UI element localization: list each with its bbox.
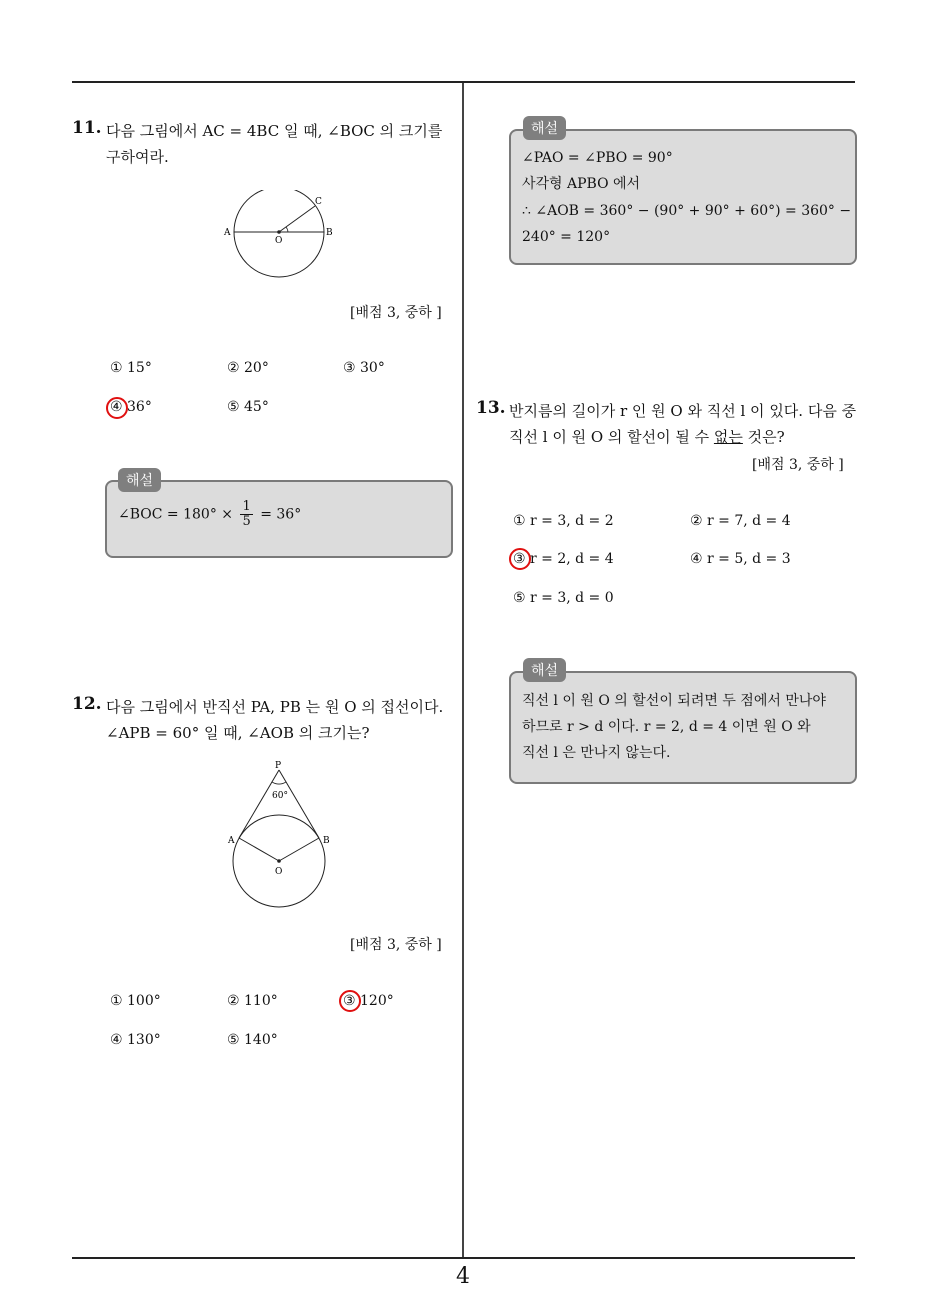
q11-solution-rhs: = 36° bbox=[260, 506, 302, 523]
q11-text-line1: 다음 그림에서 AC = 4BC 일 때, ∠BOC 의 크기를 bbox=[106, 122, 443, 140]
q13-choice-2[interactable]: ② r = 7, d = 4 bbox=[690, 513, 791, 529]
q12-solution-line2: 사각형 APBO 에서 bbox=[522, 176, 641, 192]
q11-choice-5[interactable]: ⑤ 45° bbox=[227, 399, 269, 415]
q13-solution-line2: 하므로 r > d 이다. r = 2, d = 4 이면 원 O 와 bbox=[522, 719, 811, 735]
q11-label-o: O bbox=[275, 236, 283, 246]
q13-number: 13. bbox=[476, 398, 506, 418]
q11-text-line2: 구하여라. bbox=[106, 148, 169, 166]
q13-answer-mark bbox=[509, 548, 531, 570]
q11-meta: [배점 3, 중하 ] bbox=[350, 305, 442, 321]
q12-choice-2[interactable]: ② 110° bbox=[227, 993, 278, 1009]
q13-text-pre: 직선 l 이 원 O 의 할선이 될 수 bbox=[509, 428, 714, 446]
q11-frac-den: 5 bbox=[242, 514, 251, 529]
bottom-rule bbox=[72, 1257, 855, 1259]
q12-label-a: A bbox=[228, 836, 235, 846]
q11-solution-lhs: ∠BOC = 180° × bbox=[118, 506, 234, 523]
q12-text-line2: ∠APB = 60° 일 때, ∠AOB 의 크기는? bbox=[106, 724, 370, 742]
q12-solution-line3: ∴ ∠AOB = 360° − (90° + 90° + 60°) = 360° − bbox=[522, 203, 852, 219]
column-divider bbox=[462, 83, 464, 1258]
q13-solution-tag: 해설 bbox=[523, 658, 566, 682]
q11-number: 11. bbox=[72, 118, 102, 138]
q13-text-post: 것은? bbox=[742, 428, 785, 446]
q12-label-b: B bbox=[323, 836, 330, 846]
q12-choice-5[interactable]: ⑤ 140° bbox=[227, 1032, 278, 1048]
q13-text-line2 bbox=[509, 424, 785, 450]
q12-solution-tag: 해설 bbox=[523, 116, 566, 140]
q11-frac-num: 1 bbox=[242, 499, 251, 514]
q12-choice-3[interactable]: ③ 120° bbox=[343, 993, 394, 1009]
q12-solution-line4: 240° = 120° bbox=[522, 229, 611, 245]
q11-figure bbox=[220, 190, 340, 280]
q13-choice-5[interactable]: ⑤ r = 3, d = 0 bbox=[513, 590, 614, 606]
q13-choice-1[interactable]: ① r = 3, d = 2 bbox=[513, 513, 614, 529]
q11-label-a: A bbox=[224, 228, 231, 238]
q12-number: 12. bbox=[72, 694, 102, 714]
q13-solution-line3: 직선 l 은 만나지 않는다. bbox=[522, 745, 671, 761]
q13-text-underline: 없는 bbox=[713, 428, 743, 446]
q11-label-b: B bbox=[326, 228, 333, 238]
q11-answer-mark bbox=[106, 397, 128, 419]
q11-label-c: C bbox=[315, 197, 322, 207]
q11-choice-1[interactable]: ① 15° bbox=[110, 360, 152, 376]
q12-answer-mark bbox=[339, 990, 361, 1012]
q12-label-o: O bbox=[275, 867, 283, 877]
q11-solution-tag: 해설 bbox=[118, 468, 161, 492]
q11-choice-3[interactable]: ③ 30° bbox=[343, 360, 385, 376]
q11-solution-fraction bbox=[240, 500, 252, 529]
q13-solution-line1: 직선 l 이 원 O 의 할선이 되려면 두 점에서 만나야 bbox=[522, 693, 826, 709]
q12-choice-1[interactable]: ① 100° bbox=[110, 993, 161, 1009]
q12-solution-line1: ∠PAO = ∠PBO = 90° bbox=[522, 150, 673, 166]
q13-text-line1: 반지름의 길이가 r 인 원 O 와 직선 l 이 있다. 다음 중 bbox=[509, 402, 857, 420]
q12-text-line1: 다음 그림에서 반직선 PA, PB 는 원 O 의 접선이다. bbox=[106, 698, 444, 716]
q13-choice-3[interactable]: ③ r = 2, d = 4 bbox=[513, 551, 614, 567]
q11-choice-2[interactable]: ② 20° bbox=[227, 360, 269, 376]
q13-choice-4[interactable]: ④ r = 5, d = 3 bbox=[690, 551, 791, 567]
q13-meta: [배점 3, 중하 ] bbox=[752, 457, 844, 473]
q11-solution bbox=[118, 500, 301, 529]
q12-figure bbox=[222, 760, 342, 910]
page-number: 4 bbox=[456, 1264, 470, 1289]
q12-meta: [배점 3, 중하 ] bbox=[350, 937, 442, 953]
q12-label-angle: 60° bbox=[272, 791, 288, 801]
q11-choice-4[interactable]: ④ 36° bbox=[110, 399, 152, 415]
q12-choice-4[interactable]: ④ 130° bbox=[110, 1032, 161, 1048]
q12-label-p: P bbox=[275, 761, 282, 771]
